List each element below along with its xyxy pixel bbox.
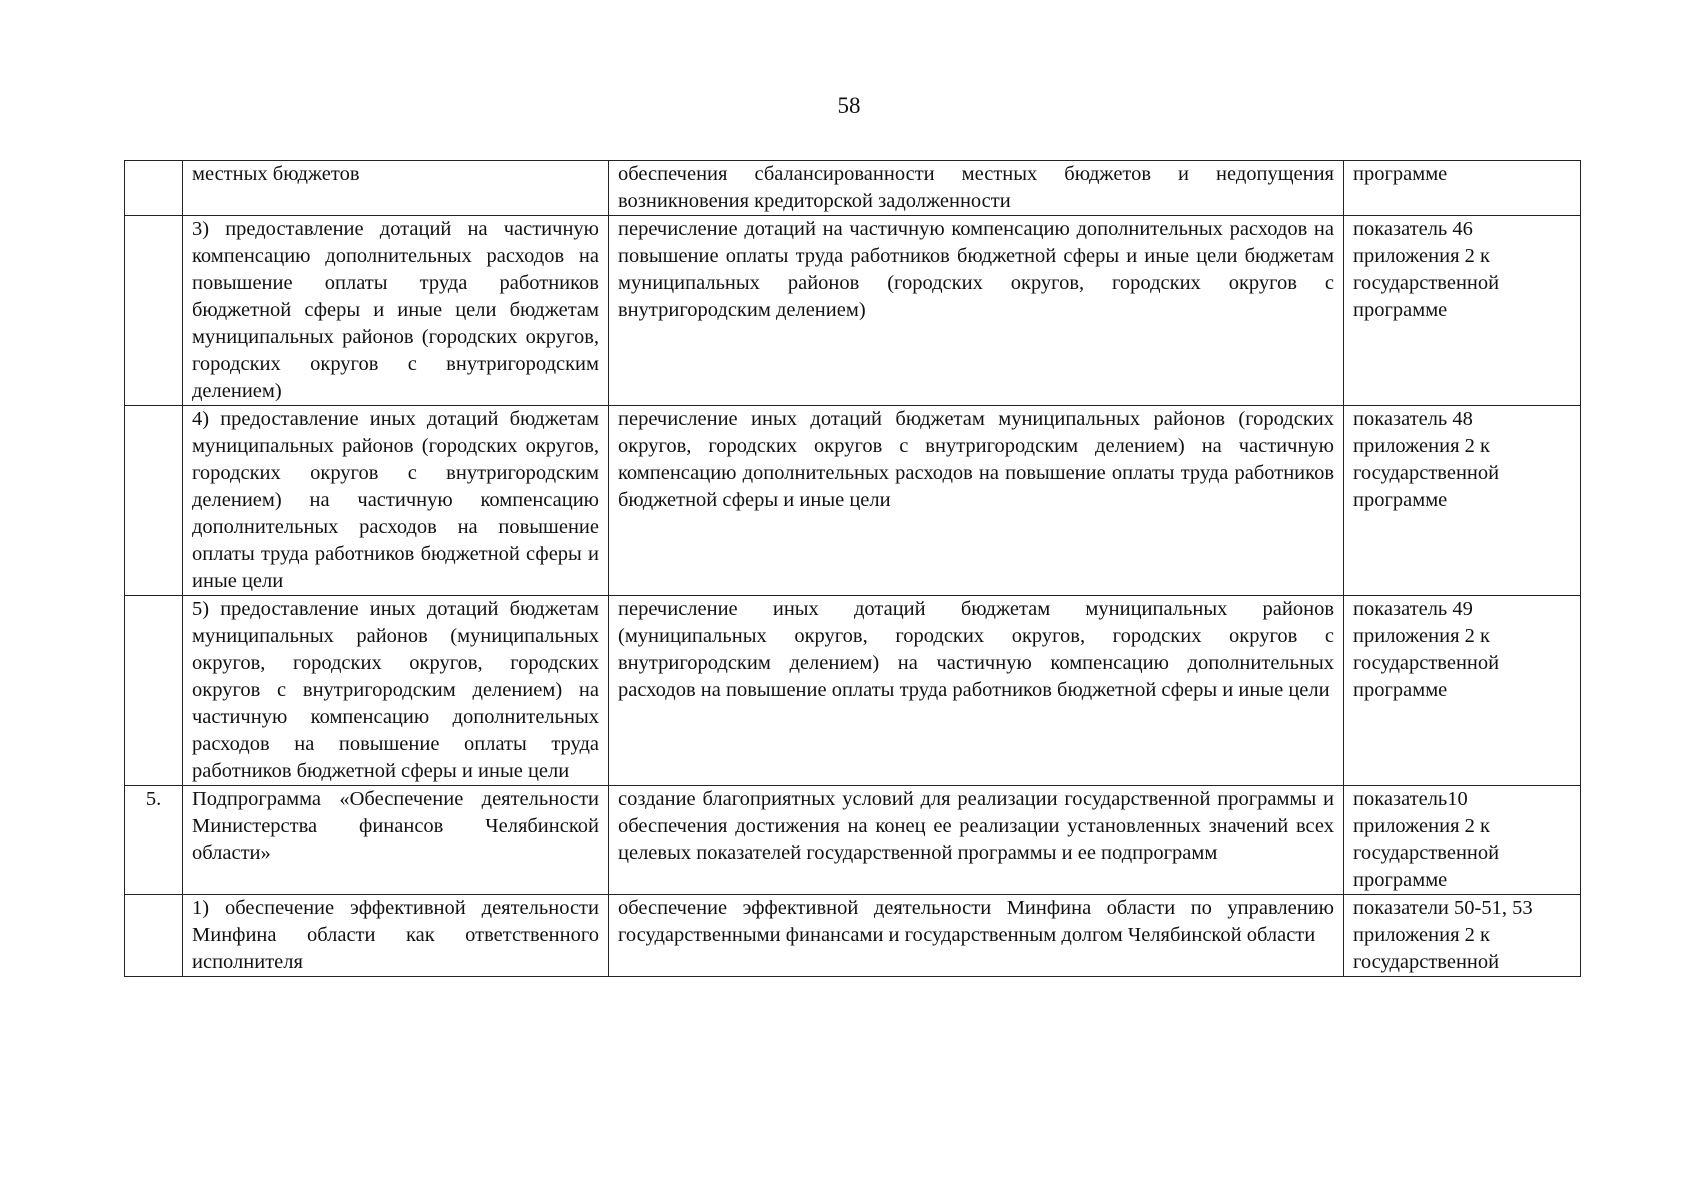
event-name-cell: 5) предоставление иных дотаций бюджетам муниципальных районов (муниципальных округов, городских округов, городских округов с внутригородским делением) на частичную компенсацию дополнительных расходов на повышение оплаты труда работников бюджетной сферы и иные цели [183,596,609,786]
indicator-cell: показатели 50-51, 53 приложения 2 к государственной [1344,895,1581,977]
event-description-cell: обеспечения сбалансированности местных бюджетов и недопущения возникновения кредиторской задолженности [609,161,1344,216]
row-number-cell [125,596,183,786]
program-table [124,160,1581,977]
table-row [125,596,1581,786]
indicator-cell: показатель 49 приложения 2 к государственной программе [1344,596,1581,786]
table-row [125,161,1581,216]
event-name-cell: Подпрограмма «Обеспечение деятельности Министерства финансов Челябинской области» [183,786,609,895]
event-name-cell: 1) обеспечение эффективной деятельности Минфина области как ответственного исполнителя [183,895,609,977]
table-row [125,895,1581,977]
event-description-cell: обеспечение эффективной деятельности Минфина области по управлению государственными финансами и государственным долгом Челябинской области [609,895,1344,977]
row-number-cell [125,216,183,406]
indicator-cell: показатель 48 приложения 2 к государственной программе [1344,406,1581,596]
indicator-cell: показатель10 приложения 2 к государственной программе [1344,786,1581,895]
indicator-cell: программе [1344,161,1581,216]
event-name-cell: местных бюджетов [183,161,609,216]
indicator-cell: показатель 46 приложения 2 к государственной программе [1344,216,1581,406]
event-description-cell: перечисление иных дотаций бюджетам муниципальных районов (муниципальных округов, городских округов, городских округов с внутригородским делением) на частичную компенсацию дополнительных расходов на повышение оплаты труда работников бюджетной сферы и иные цели [609,596,1344,786]
event-description-cell: перечисление иных дотаций бюджетам муниципальных районов (городских округов, городских округов с внутригородским делением) на частичную компенсацию дополнительных расходов на повышение оплаты труда работников бюджетной сферы и иные цели [609,406,1344,596]
event-description-cell: перечисление дотаций на частичную компенсацию дополнительных расходов на повышение оплаты труда работников бюджетной сферы и иные цели бюджетам муниципальных районов (городских округов, городских округов с внутригородским делением) [609,216,1344,406]
row-number-cell [125,895,183,977]
event-description-cell: создание благоприятных условий для реализации государственной программы и обеспечения достижения на конец ее реализации установленных значений всех целевых показателей государственной программы и ее подпрограмм [609,786,1344,895]
event-name-cell: 3) предоставление дотаций на частичную компенсацию дополнительных расходов на повышение оплаты труда работников бюджетной сферы и иные цели бюджетам муниципальных районов (городских округов, городских округов с внутригородским делением) [183,216,609,406]
table-row [125,406,1581,596]
table-row [125,216,1581,406]
row-number-cell [125,161,183,216]
row-number-cell: 5. [125,786,183,895]
row-number-cell [125,406,183,596]
table-row [125,786,1581,895]
event-name-cell: 4) предоставление иных дотаций бюджетам муниципальных районов (городских округов, городских округов с внутригородским делением) на частичную компенсацию дополнительных расходов на повышение оплаты труда работников бюджетной сферы и иные цели [183,406,609,596]
page-number: 58 [837,93,861,118]
